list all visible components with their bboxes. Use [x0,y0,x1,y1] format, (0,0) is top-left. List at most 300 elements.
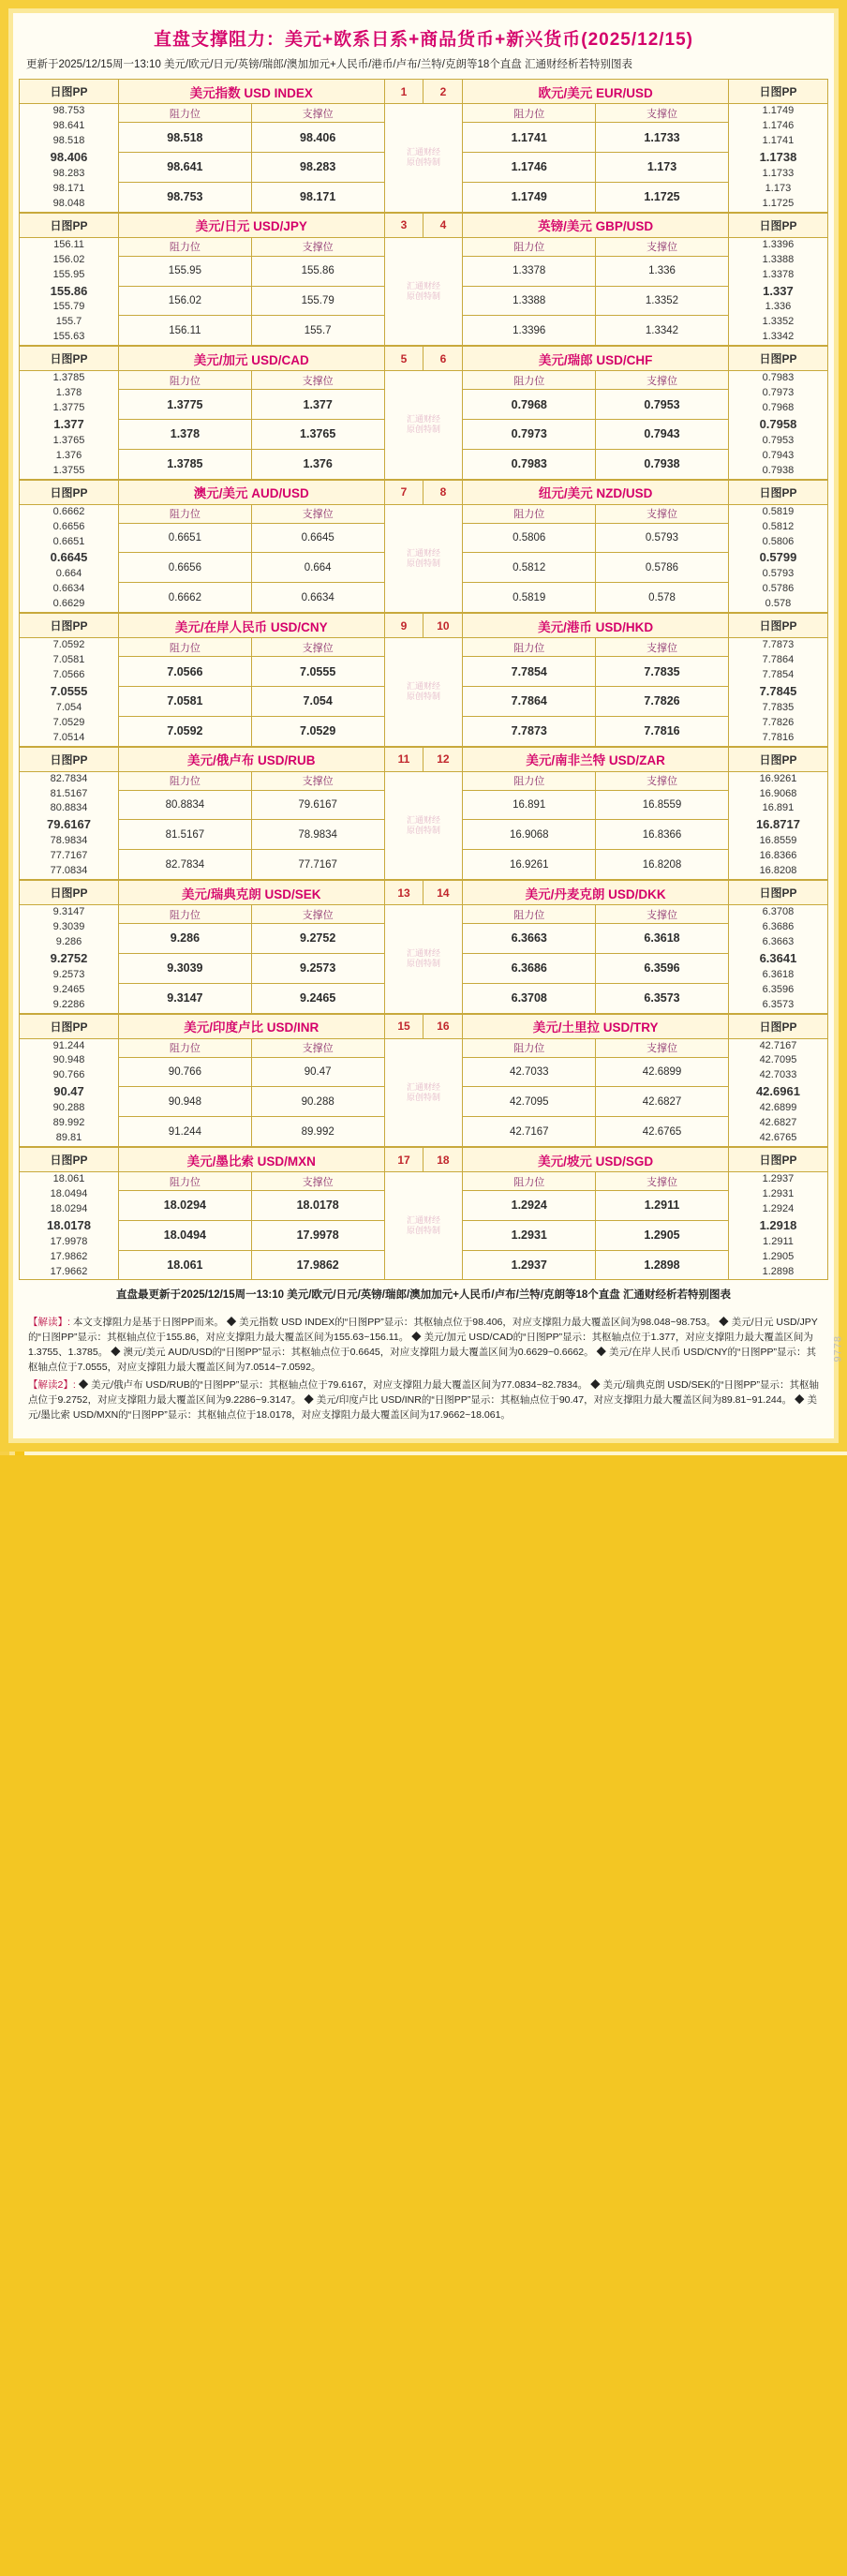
currency-block [19,613,828,746]
resistance-header-right: 阻力位 [463,504,596,523]
currency-block [19,213,828,346]
resistance-value-left: 90.948 [119,1087,252,1117]
support-value-left: 0.664 [251,553,384,583]
support-header-right: 支撑位 [596,104,729,123]
pp-value: 1.377 [53,417,84,431]
block-index-left: 13 [384,881,424,905]
resistance-value-right: 1.2924 [463,1191,596,1221]
pp-column-left [20,905,119,1013]
resistance-value-left: 82.7834 [119,850,252,880]
support-header-left: 支撑位 [251,104,384,123]
resistance-header-left: 阻力位 [119,371,252,390]
support-value-left: 155.79 [251,286,384,316]
support-value-left: 155.86 [251,256,384,286]
block-index-right: 10 [424,614,463,638]
block-index-right: 18 [424,1148,463,1172]
pair-title-right: 纽元/美元 NZD/USD [463,480,729,504]
support-header-left: 支撑位 [251,771,384,790]
support-value-right: 1.1725 [596,182,729,212]
resistance-value-right: 1.1746 [463,153,596,183]
support-header-left: 支撑位 [251,1172,384,1191]
pp-value: 9.3147 [52,906,85,918]
support-value-right: 42.6899 [596,1057,729,1087]
pair-title-right: 美元/南非兰特 USD/ZAR [463,747,729,771]
pp-header-right: 日图PP [728,80,827,104]
pp-value: 90.288 [52,1102,85,1114]
pp-value: 1.1746 [762,120,795,132]
pp-value: 1.3785 [52,372,85,384]
pp-value: 16.8717 [755,817,800,832]
pp-value: 1.378 [55,387,82,399]
pp-value: 155.79 [52,301,85,313]
pp-column-right [728,237,827,345]
resistance-value-left: 7.0581 [119,686,252,716]
pp-value: 7.7873 [762,639,795,651]
support-value-left: 79.6167 [251,790,384,820]
pp-value: 0.5812 [762,520,795,532]
pp-column-right [728,1172,827,1280]
pp-value: 1.2931 [762,1187,795,1199]
resistance-header-right: 阻力位 [463,905,596,924]
pp-value: 1.3378 [762,268,795,280]
support-value-right: 42.6765 [596,1117,729,1147]
pp-column-left [20,1038,119,1146]
poster-inner [8,8,839,1443]
blocks-container [19,79,828,1280]
pp-value: 9.2465 [52,983,85,995]
watermark: 汇通财经 原创特制 [384,237,463,345]
resistance-value-left: 18.0494 [119,1220,252,1250]
resistance-header-left: 阻力位 [119,1172,252,1191]
pp-header-left: 日图PP [20,347,119,371]
pp-value: 155.95 [52,268,85,280]
pp-value: 155.86 [50,283,88,298]
pp-column-right [728,104,827,212]
watermark: 汇通财经 原创特制 [384,504,463,612]
pp-value: 7.7864 [762,654,795,666]
currency-block [19,1147,828,1280]
pp-header-right: 日图PP [728,213,827,237]
support-value-left: 89.992 [251,1117,384,1147]
pp-value: 18.0294 [50,1202,88,1214]
pp-value: 1.3765 [52,434,85,446]
resistance-header-right: 阻力位 [463,1172,596,1191]
resistance-value-left: 81.5167 [119,820,252,850]
pp-value: 90.766 [52,1069,85,1081]
support-value-right: 1.2911 [596,1191,729,1221]
pp-value: 89.81 [55,1132,82,1144]
block-index-left: 1 [384,80,424,104]
pp-value: 1.336 [765,301,792,313]
support-value-right: 0.578 [596,583,729,613]
pp-value: 42.7095 [759,1054,797,1066]
pp-value: 90.948 [52,1054,85,1066]
pp-value: 98.048 [52,197,85,209]
support-value-right: 6.3596 [596,953,729,983]
support-value-right: 1.2898 [596,1250,729,1280]
support-value-right: 1.2905 [596,1220,729,1250]
resistance-value-left: 9.3147 [119,983,252,1013]
resistance-header-left: 阻力位 [119,237,252,256]
watermark: 汇通财经 原创特制 [384,1038,463,1146]
resistance-value-right: 0.5806 [463,523,596,553]
pp-value: 156.11 [53,238,84,250]
resistance-value-left: 1.3775 [119,390,252,420]
pp-header-right: 日图PP [728,881,827,905]
pp-value: 0.6656 [52,520,85,532]
pp-value: 6.3618 [762,968,795,980]
resistance-value-right: 6.3686 [463,953,596,983]
pp-value: 42.6961 [755,1084,800,1099]
pp-column-left [20,638,119,746]
note-1 [28,1316,819,1375]
resistance-header-left: 阻力位 [119,504,252,523]
pp-value: 6.3686 [762,921,795,932]
pp-value: 17.9662 [50,1265,88,1277]
support-header-left: 支撑位 [251,905,384,924]
pp-value: 1.2905 [762,1250,795,1262]
support-header-right: 支撑位 [596,771,729,790]
block-index-right: 2 [424,80,463,104]
pp-header-left: 日图PP [20,80,119,104]
block-index-right: 6 [424,347,463,371]
resistance-value-right: 1.3396 [463,316,596,346]
pp-value: 1.1749 [762,105,795,117]
support-value-left: 9.2752 [251,924,384,954]
pp-column-left [20,371,119,479]
support-header-right: 支撑位 [596,237,729,256]
pp-header-left: 日图PP [20,614,119,638]
pp-header-left: 日图PP [20,881,119,905]
support-value-left: 1.377 [251,390,384,420]
pp-header-left: 日图PP [20,1014,119,1038]
pair-title-right: 英镑/美元 GBP/USD [463,213,729,237]
footer-note [19,1280,828,1312]
currency-block [19,1014,828,1147]
pp-value: 0.5799 [759,550,797,565]
support-value-right: 0.5786 [596,553,729,583]
resistance-value-left: 1.378 [119,420,252,450]
pp-value: 7.054 [55,701,82,713]
note-2-text: ◆ 美元/俄卢布 USD/RUB的“日图PP”显示：其枢轴点位于79.6167，对应支撑阻力最大覆盖区间为77.0834~82.7834。 ◆ 美元/瑞典克朗 USD/SEK的“日图PP”显示：其枢轴点位于9.2752，对应支撑阻力最大覆盖区间为9.2286~9.3147。 ◆ 美元/印度卢比 USD/INR的“日图PP”显示：其枢轴点位于90.47，对应支撑阻力最大覆盖区间为89.81~91.244。 ◆ 美元/墨比索 USD/MXN的“日图PP”显示：其枢轴点位于18.0178，对应支撑阻力最大覆盖区间为17.9662~18.061。 [28,1379,819,1421]
pp-value: 7.7826 [762,716,795,728]
resistance-header-left: 阻力位 [119,104,252,123]
resistance-value-right: 7.7864 [463,686,596,716]
resistance-value-left: 18.061 [119,1250,252,1280]
support-value-left: 17.9978 [251,1220,384,1250]
support-value-left: 1.3765 [251,420,384,450]
pp-value: 42.6827 [759,1117,797,1129]
pp-value: 1.3388 [762,253,795,265]
pp-value: 6.3596 [762,983,795,995]
watermark: 汇通财经 原创特制 [384,638,463,746]
pp-value: 77.0834 [50,865,88,877]
note-2 [28,1378,819,1422]
currency-block [19,747,828,880]
resistance-value-left: 0.6662 [119,583,252,613]
pp-value: 16.9261 [759,772,797,784]
resistance-value-left: 156.11 [119,316,252,346]
pp-value: 9.2752 [50,950,88,965]
resistance-value-left: 98.753 [119,182,252,212]
pp-value: 0.7983 [762,372,795,384]
resistance-value-right: 16.891 [463,790,596,820]
pp-value: 6.3573 [762,998,795,1010]
pair-title-left: 澳元/美元 AUD/USD [119,480,385,504]
pp-value: 42.6899 [759,1102,797,1114]
pp-value: 1.1738 [759,150,797,165]
resistance-value-right: 7.7854 [463,657,596,687]
resistance-header-right: 阻力位 [463,1038,596,1057]
support-value-right: 0.7943 [596,420,729,450]
pp-value: 90.47 [53,1084,84,1099]
support-header-left: 支撑位 [251,1038,384,1057]
support-value-left: 0.6634 [251,583,384,613]
support-header-right: 支撑位 [596,504,729,523]
watermark: 汇通财经 原创特制 [384,104,463,212]
resistance-header-left: 阻力位 [119,771,252,790]
pair-title-left: 美元/瑞典克朗 USD/SEK [119,881,385,905]
resistance-header-right: 阻力位 [463,371,596,390]
support-header-right: 支撑位 [596,638,729,657]
currency-block [19,880,828,1013]
resistance-value-right: 1.1741 [463,123,596,153]
pp-value: 0.664 [55,568,82,580]
pair-title-left: 美元/印度卢比 USD/INR [119,1014,385,1038]
pair-title-right: 欧元/美元 EUR/USD [463,80,729,104]
pp-value: 1.1741 [762,135,795,147]
pp-value: 1.376 [55,449,82,461]
resistance-value-left: 9.3039 [119,953,252,983]
pp-value: 82.7834 [50,772,88,784]
pp-value: 0.7968 [762,402,795,414]
support-value-right: 6.3573 [596,983,729,1013]
pp-value: 9.3039 [52,921,85,932]
pp-column-left [20,104,119,212]
resistance-value-right: 0.5812 [463,553,596,583]
resistance-value-left: 156.02 [119,286,252,316]
resistance-value-left: 7.0592 [119,716,252,746]
pp-value: 16.9068 [759,787,797,799]
pp-value: 0.6651 [52,535,85,547]
pp-value: 42.6765 [759,1132,797,1144]
block-index-right: 14 [424,881,463,905]
pp-value: 1.1733 [762,167,795,179]
page-subtitle: 更新于2025/12/15周一13:10 美元/欧元/日元/英镑/瑞郎/澳加加元+人民币/港币/卢布/兰特/克朗等18个直盘 汇通财经析若特别图表 [26,59,632,70]
resistance-value-right: 42.7167 [463,1117,596,1147]
support-value-left: 17.9862 [251,1250,384,1280]
block-index-left: 9 [384,614,424,638]
support-value-right: 7.7835 [596,657,729,687]
support-value-left: 98.406 [251,123,384,153]
notes-section [19,1312,828,1432]
support-header-right: 支撑位 [596,1172,729,1191]
pp-value: 0.6634 [52,583,85,595]
pp-value: 1.3396 [762,238,795,250]
currency-block [19,480,828,613]
pp-value: 98.171 [52,182,85,194]
pp-value: 18.0178 [47,1217,91,1232]
pp-value: 7.0529 [52,716,85,728]
pp-value: 1.3755 [52,464,85,476]
pp-value: 156.02 [52,253,85,265]
support-value-left: 18.0178 [251,1191,384,1221]
pp-header-right: 日图PP [728,1148,827,1172]
resistance-header-right: 阻力位 [463,771,596,790]
support-value-left: 90.47 [251,1057,384,1087]
block-index-right: 8 [424,480,463,504]
pp-value: 7.7835 [762,701,795,713]
pp-column-left [20,504,119,612]
pp-header-right: 日图PP [728,347,827,371]
pp-value: 155.7 [55,316,82,328]
support-value-left: 155.7 [251,316,384,346]
block-index-right: 4 [424,213,463,237]
support-value-left: 90.288 [251,1087,384,1117]
pp-column-right [728,371,827,479]
resistance-value-right: 1.3378 [463,256,596,286]
pp-value: 0.5819 [762,505,795,517]
pp-value: 7.0566 [52,669,85,680]
block-index-left: 5 [384,347,424,371]
pp-value: 89.992 [52,1117,85,1129]
resistance-value-right: 16.9068 [463,820,596,850]
pp-value: 80.8834 [50,802,88,814]
pair-title-right: 美元/丹麦克朗 USD/DKK [463,881,729,905]
support-header-left: 支撑位 [251,638,384,657]
pair-title-left: 美元/墨比索 USD/MXN [119,1148,385,1172]
pp-value: 98.283 [52,167,85,179]
pp-value: 7.0555 [50,683,88,698]
resistance-value-right: 1.1749 [463,182,596,212]
resistance-header-left: 阻力位 [119,905,252,924]
pp-value: 17.9862 [50,1250,88,1262]
pp-value: 7.0592 [52,639,85,651]
pp-value: 0.7943 [762,449,795,461]
block-index-left: 7 [384,480,424,504]
resistance-value-right: 42.7095 [463,1087,596,1117]
pp-value: 9.2286 [52,998,85,1010]
resistance-value-right: 0.5819 [463,583,596,613]
resistance-value-left: 155.95 [119,256,252,286]
pp-value: 0.5806 [762,535,795,547]
pp-value: 1.173 [765,182,792,194]
support-value-right: 0.7938 [596,449,729,479]
resistance-value-left: 91.244 [119,1117,252,1147]
resistance-value-left: 98.518 [119,123,252,153]
pp-value: 7.7845 [759,683,797,698]
support-value-right: 7.7826 [596,686,729,716]
pair-title-right: 美元/土里拉 USD/TRY [463,1014,729,1038]
resistance-value-right: 1.3388 [463,286,596,316]
pp-value: 155.63 [52,331,85,343]
resistance-value-right: 1.2937 [463,1250,596,1280]
currency-block [19,346,828,479]
pp-value: 1.3352 [762,316,795,328]
pp-value: 1.337 [763,283,794,298]
pp-column-right [728,1038,827,1146]
watermark: 汇通财经 原创特制 [384,771,463,879]
support-value-right: 1.336 [596,256,729,286]
support-value-right: 1.3342 [596,316,729,346]
pp-value: 16.891 [762,802,795,814]
pp-value: 79.6167 [47,817,91,832]
pair-title-left: 美元/加元 USD/CAD [119,347,385,371]
resistance-header-right: 阻力位 [463,104,596,123]
pp-column-right [728,771,827,879]
resistance-value-right: 42.7033 [463,1057,596,1087]
resistance-value-left: 0.6656 [119,553,252,583]
note-1-text: 本文支撑阻力是基于日图PP而来。 ◆ 美元指数 USD INDEX的“日图PP”显示：其枢轴点位于98.406，对应支撑阻力最大覆盖区间为98.048~98.753。 ◆ 美元/日元 USD/JPY的“日图PP”显示：其枢轴点位于155.86，对应支撑阻力最大覆盖区间为155.63~156.11。 ◆ 美元/加元 USD/CAD的“日图PP”显示：其枢轴点位于1.377，对应支撑阻力最大覆盖区间为1.3755、1.3785。 ◆ 澳元/美元 AUD/USD的“日图PP”显示：其枢轴点位于0.6645，对应支撑阻力最大覆盖区间为0.6629~0.6662。 ◆ 美元/在岸人民币 USD/CNY的“日图PP”显示：其枢轴点位于7.0555，对应支撑阻力最大覆盖区间为7.0514~7.0592。 [28,1317,818,1373]
support-value-right: 0.5793 [596,523,729,553]
watermark: 汇通财经 原创特制 [384,371,463,479]
pp-value: 91.244 [52,1039,85,1051]
block-index-left: 3 [384,213,424,237]
pp-value: 17.9978 [50,1235,88,1247]
pp-value: 98.753 [52,105,85,117]
resistance-value-left: 0.6651 [119,523,252,553]
pp-value: 1.3775 [52,402,85,414]
pp-value: 16.8559 [759,835,797,847]
pair-title-left: 美元/在岸人民币 USD/CNY [119,614,385,638]
page-title: 直盘支撑阻力：美元+欧系日系+商品货币+新兴货币(2025/12/15) [153,30,694,50]
pp-value: 81.5167 [50,787,88,799]
support-value-left: 0.6645 [251,523,384,553]
pp-value: 1.2937 [762,1173,795,1184]
pp-value: 16.8366 [759,850,797,862]
support-value-left: 7.0529 [251,716,384,746]
support-value-left: 9.2573 [251,953,384,983]
support-value-right: 42.6827 [596,1087,729,1117]
pp-value: 6.3641 [759,950,797,965]
support-header-right: 支撑位 [596,1038,729,1057]
resistance-value-right: 6.3663 [463,924,596,954]
note-1-label: 【解读】: [28,1317,70,1329]
support-value-right: 16.8366 [596,820,729,850]
pp-value: 6.3708 [762,906,795,918]
pp-value: 7.7816 [762,731,795,743]
pp-header-left: 日图PP [20,747,119,771]
resistance-header-left: 阻力位 [119,1038,252,1057]
pp-value: 1.2898 [762,1265,795,1277]
support-value-left: 77.7167 [251,850,384,880]
pp-value: 9.286 [55,935,82,947]
resistance-header-right: 阻力位 [463,638,596,657]
pp-value: 1.2918 [759,1217,797,1232]
pp-value: 9.2573 [52,968,85,980]
support-value-left: 7.0555 [251,657,384,687]
resistance-value-left: 98.641 [119,153,252,183]
pair-title-left: 美元/俄卢布 USD/RUB [119,747,385,771]
resistance-header-right: 阻力位 [463,237,596,256]
pp-header-left: 日图PP [20,213,119,237]
pp-value: 0.5793 [762,568,795,580]
pp-column-right [728,504,827,612]
resistance-value-left: 7.0566 [119,657,252,687]
pp-value: 1.2924 [762,1202,795,1214]
pp-value: 0.6629 [52,598,85,610]
pair-title-right: 美元/坡元 USD/SGD [463,1148,729,1172]
resistance-value-right: 0.7983 [463,449,596,479]
pp-value: 7.0514 [52,731,85,743]
resistance-header-left: 阻力位 [119,638,252,657]
support-header-right: 支撑位 [596,371,729,390]
support-value-left: 7.054 [251,686,384,716]
pp-column-left [20,771,119,879]
pp-value: 0.5786 [762,583,795,595]
pp-value: 78.9834 [50,835,88,847]
pp-value: 0.7953 [762,434,795,446]
